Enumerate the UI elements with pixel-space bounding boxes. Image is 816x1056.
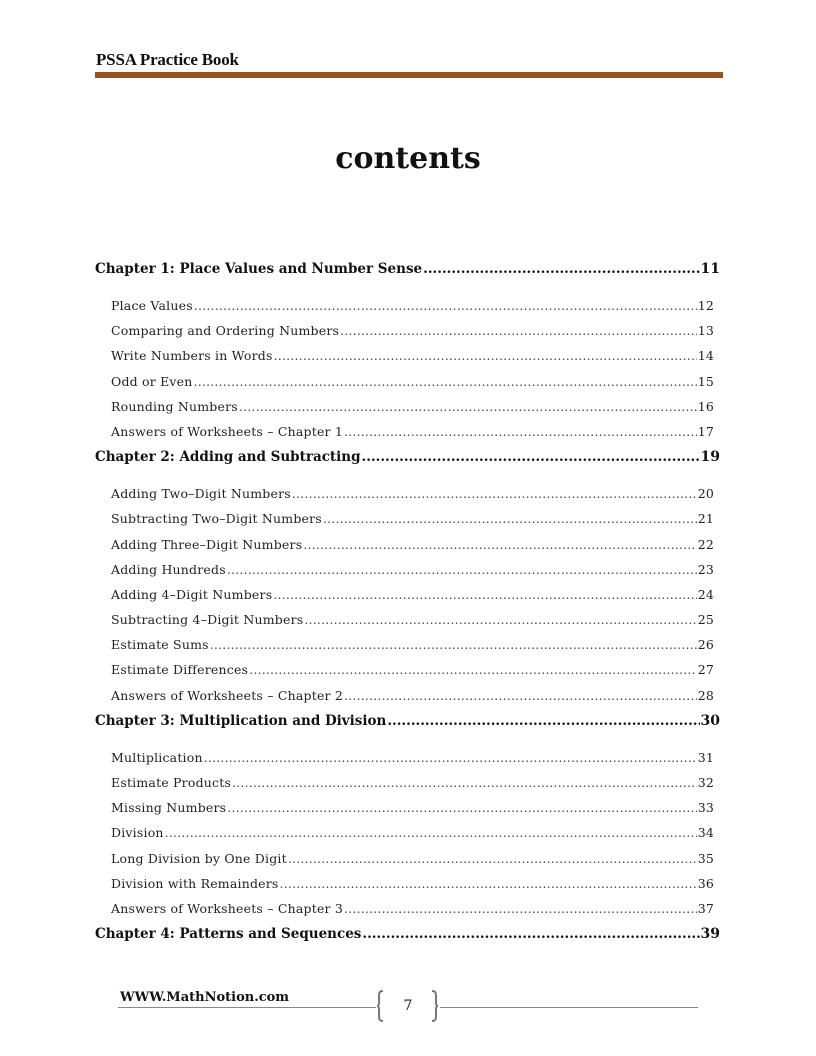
- toc-leader-dots: [232, 770, 697, 795]
- toc-entry-title: Adding Three–Digit Numbers: [111, 536, 303, 552]
- toc-chapter-title: Chapter 2: Adding and Subtracting: [95, 449, 361, 466]
- toc-entry-title: Comparing and Ordering Numbers: [111, 323, 340, 339]
- toc-leader-dots: [344, 683, 697, 708]
- toc-entry-row: [95, 846, 714, 871]
- toc-leader-dots: [340, 318, 697, 343]
- toc-entry-page: 27: [697, 662, 714, 678]
- toc-entry-title: Rounding Numbers: [111, 398, 238, 414]
- toc-entry-title: Adding 4–Digit Numbers: [111, 586, 273, 602]
- toc-leader-dots: [194, 293, 697, 318]
- toc-entry-row: [95, 343, 714, 368]
- toc-entry-title: Multiplication: [111, 749, 203, 765]
- toc-leader-dots: [210, 632, 697, 657]
- toc-entry-row: [95, 657, 714, 682]
- left-bracket-icon: [376, 990, 384, 1022]
- toc-entry-row: [95, 745, 714, 770]
- toc-leader-dots: [292, 481, 697, 506]
- toc-entry-row: [95, 557, 714, 582]
- footer-website: WWW.MathNotion.com: [120, 990, 290, 1005]
- toc-entry-row: [95, 582, 714, 607]
- toc-entry-page: 31: [697, 749, 714, 765]
- toc-chapter-page: 39: [700, 926, 720, 943]
- toc-entry-title: Odd or Even: [111, 373, 193, 389]
- toc-entry-title: Estimate Sums: [111, 637, 209, 653]
- toc-leader-dots: [227, 795, 696, 820]
- toc-entry-row: [95, 293, 714, 318]
- toc-entry-title: Missing Numbers: [111, 800, 227, 816]
- toc-entry-page: 20: [697, 486, 714, 502]
- toc-entry-page: 26: [697, 637, 714, 653]
- toc-chapter-row: [95, 923, 720, 945]
- toc-entry-page: 28: [697, 687, 714, 703]
- toc-entry-page: 15: [697, 373, 714, 389]
- toc-entry-page: 13: [697, 323, 714, 339]
- toc-entry-row: [95, 871, 714, 896]
- toc-entry-title: Estimate Products: [111, 775, 232, 790]
- toc-entry-page: 32: [697, 775, 714, 790]
- toc-chapter-row: [95, 258, 720, 280]
- toc-entry-page: 17: [697, 423, 714, 439]
- toc-entry-page: 12: [697, 298, 714, 313]
- toc-leader-dots: [423, 258, 699, 280]
- toc-entry-row: [95, 369, 714, 394]
- toc-entry-row: [95, 419, 714, 444]
- toc-leader-dots: [288, 846, 697, 871]
- toc-entry-title: Answers of Worksheets – Chapter 3: [111, 900, 344, 916]
- toc-entry-page: 35: [697, 850, 714, 866]
- toc-leader-dots: [273, 582, 696, 607]
- toc-leader-dots: [303, 532, 696, 557]
- toc-chapter-row: [95, 446, 720, 468]
- toc-entry-page: 24: [697, 586, 714, 602]
- toc-entry-title: Place Values: [111, 298, 193, 313]
- toc-entry-title: Subtracting Two–Digit Numbers: [111, 511, 322, 527]
- toc-leader-dots: [280, 871, 697, 896]
- toc-leader-dots: [165, 820, 697, 845]
- toc-entry-page: 23: [697, 561, 714, 577]
- table-of-contents: [95, 258, 720, 958]
- toc-chapter-page: 30: [700, 712, 720, 729]
- toc-entry-row: [95, 683, 714, 708]
- toc-entry-title: Subtracting 4–Digit Numbers: [111, 612, 304, 628]
- header-title: PSSA Practice Book: [96, 50, 239, 69]
- toc-entry-row: [95, 532, 714, 557]
- toc-entry-row: [95, 795, 714, 820]
- toc-entry-title: Answers of Worksheets – Chapter 2: [111, 687, 344, 703]
- toc-leader-dots: [239, 394, 697, 419]
- toc-entry-title: Division: [111, 825, 164, 841]
- toc-entry-page: 34: [697, 825, 714, 841]
- toc-leader-dots: [227, 557, 697, 582]
- toc-leader-dots: [362, 446, 700, 468]
- toc-entry-row: [95, 481, 714, 506]
- toc-entry-row: [95, 394, 714, 419]
- toc-leader-dots: [387, 710, 699, 732]
- footer-rule-left: [118, 1007, 376, 1008]
- toc-entry-title: Write Numbers in Words: [111, 348, 273, 364]
- toc-entry-row: [95, 896, 714, 921]
- toc-entry-title: Answers of Worksheets – Chapter 1: [111, 423, 344, 439]
- toc-entry-row: [95, 770, 714, 795]
- toc-leader-dots: [323, 506, 697, 531]
- toc-chapter-title: Chapter 4: Patterns and Sequences: [95, 926, 362, 943]
- toc-leader-dots: [249, 657, 697, 682]
- toc-chapter-page: 19: [700, 449, 720, 466]
- toc-chapter-page: 11: [700, 261, 720, 277]
- toc-leader-dots: [304, 607, 696, 632]
- footer-rule-right: [440, 1007, 698, 1008]
- right-bracket-icon: [431, 990, 439, 1022]
- toc-entry-row: [95, 318, 714, 343]
- toc-entry-title: Adding Hundreds: [111, 561, 226, 577]
- toc-entry-title: Adding Two–Digit Numbers: [111, 486, 291, 502]
- toc-leader-dots: [204, 745, 697, 770]
- toc-leader-dots: [194, 369, 697, 394]
- toc-entry-title: Estimate Differences: [111, 662, 249, 678]
- toc-entry-page: 14: [697, 348, 714, 364]
- toc-chapter-title: Chapter 3: Multiplication and Division: [95, 712, 387, 729]
- toc-chapter-row: [95, 710, 720, 732]
- toc-entry-row: [95, 632, 714, 657]
- toc-entry-row: [95, 820, 714, 845]
- toc-entry-page: 37: [697, 900, 714, 916]
- toc-chapter-title: Chapter 1: Place Values and Number Sense: [95, 261, 423, 277]
- toc-entry-page: 22: [697, 536, 714, 552]
- toc-entry-page: 16: [697, 398, 714, 414]
- page-title: contents: [335, 141, 481, 176]
- toc-entry-page: 21: [697, 511, 714, 527]
- toc-entry-title: Division with Remainders: [111, 875, 279, 891]
- toc-entry-row: [95, 607, 714, 632]
- toc-leader-dots: [362, 923, 699, 945]
- toc-entry-page: 33: [697, 800, 714, 816]
- page-number: 7: [403, 998, 413, 1014]
- toc-entry-title: Long Division by One Digit: [111, 850, 287, 866]
- header-rule: [95, 72, 723, 78]
- toc-entry-page: 36: [697, 875, 714, 891]
- toc-leader-dots: [274, 343, 697, 368]
- toc-entry-page: 25: [697, 612, 714, 628]
- toc-entry-row: [95, 506, 714, 531]
- toc-leader-dots: [344, 896, 697, 921]
- toc-leader-dots: [344, 419, 697, 444]
